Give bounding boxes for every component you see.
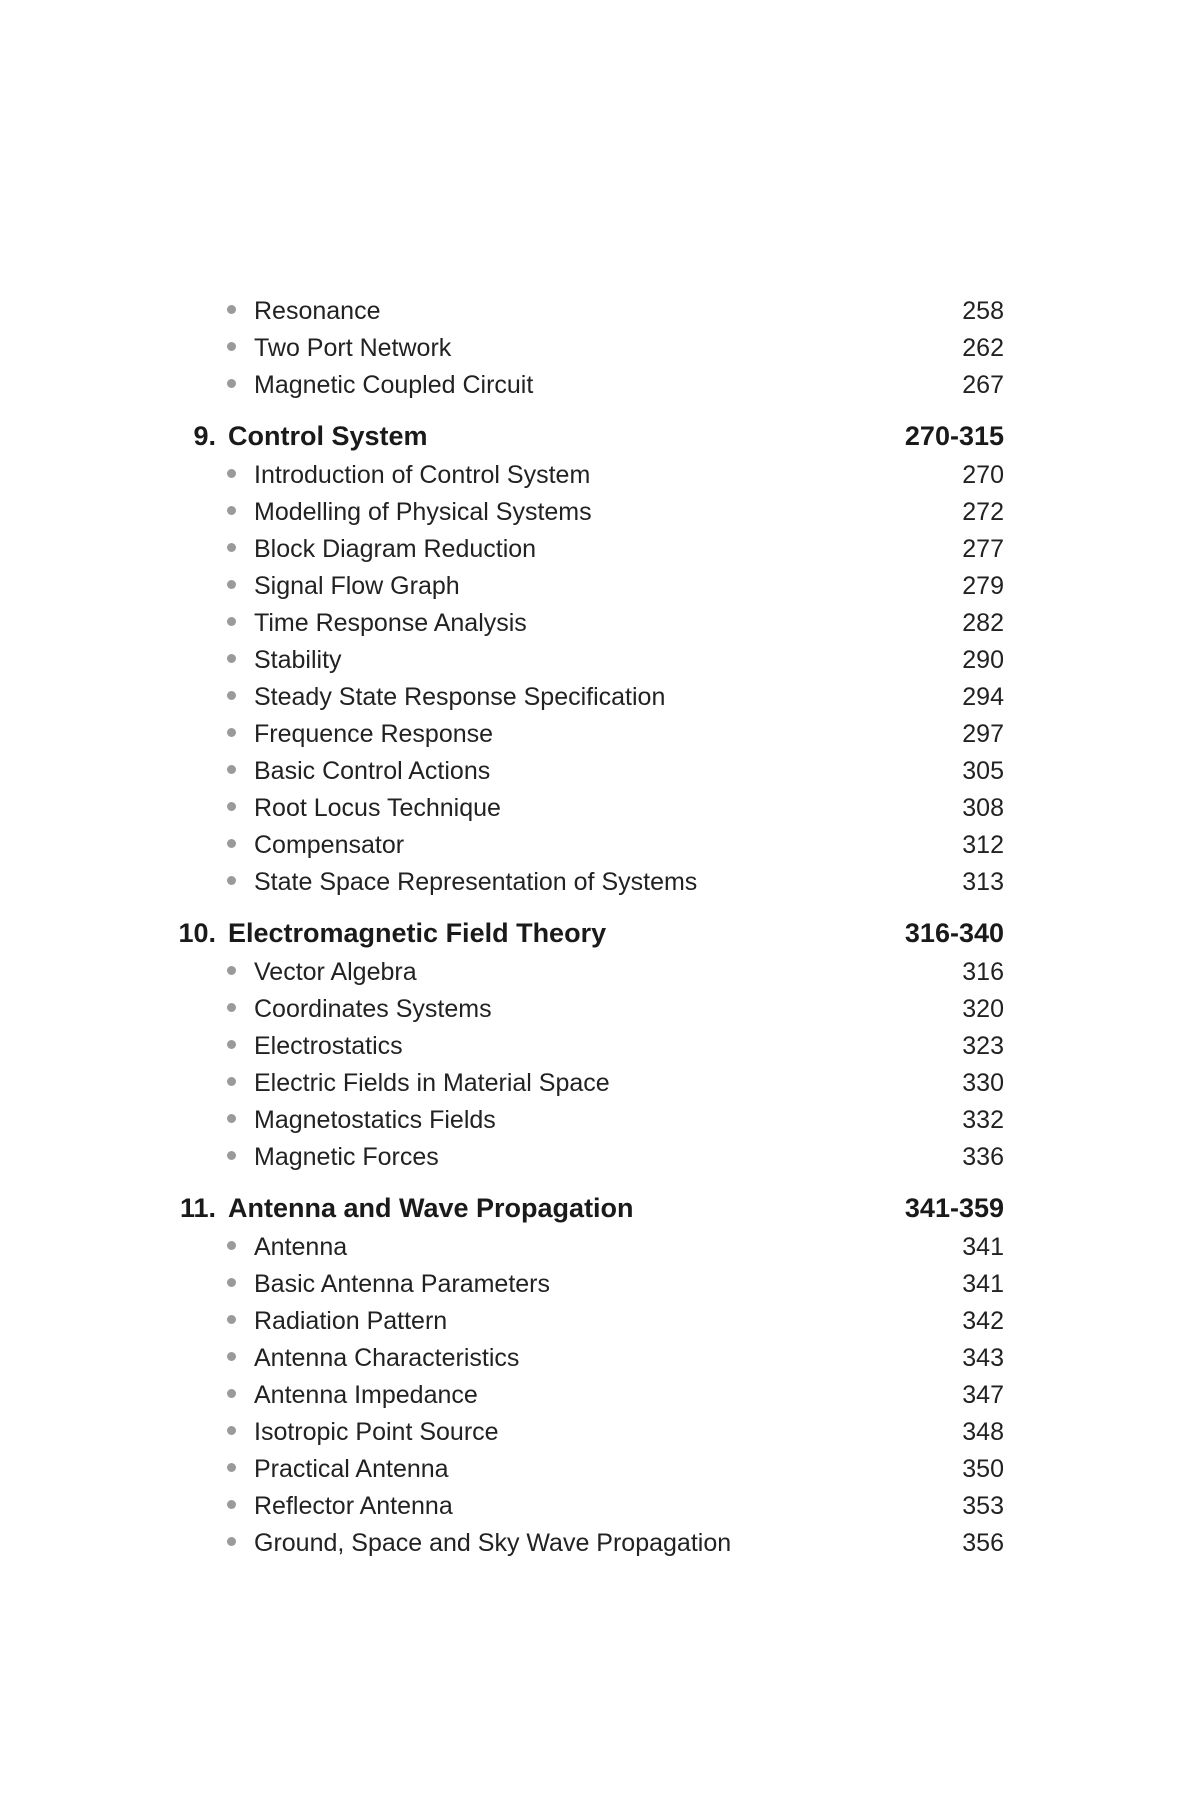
entry-title: Magnetostatics Fields [254,1106,496,1134]
chapter-title: Antenna and Wave Propagation [228,1193,634,1223]
bullet-icon [227,728,236,737]
bullet-icon [227,543,236,552]
entry-page-number: 305 [962,757,1004,785]
entry-page-number: 323 [962,1032,1004,1060]
entry-title: Root Locus Technique [254,794,501,822]
entry-page-number: 356 [962,1529,1004,1557]
bullet-icon [227,1426,236,1435]
entry-title: Time Response Analysis [254,609,527,637]
entry-page-number: 313 [962,868,1004,896]
bullet-icon [227,765,236,774]
bullet-icon [227,654,236,663]
chapter-number: 10. [178,918,216,948]
bullet-icon [227,1352,236,1361]
entry-page-number: 267 [962,371,1004,399]
entry-title: Stability [254,646,342,674]
entry-title: Two Port Network [254,334,452,362]
entry-title: Vector Algebra [254,958,417,986]
toc-entry [0,1027,1200,1064]
entry-title: State Space Representation of Systems [254,868,698,896]
entry-page-number: 270 [962,461,1004,489]
bullet-icon [227,342,236,351]
bullet-icon [227,876,236,885]
entry-page-number: 258 [962,297,1004,325]
toc-entry [0,789,1200,826]
toc-entry [0,1265,1200,1302]
bullet-icon [227,1315,236,1324]
entry-page-number: 350 [962,1455,1004,1483]
toc-entry [0,292,1200,329]
toc-entry [0,329,1200,366]
bullet-icon [227,506,236,515]
entry-title: Ground, Space and Sky Wave Propagation [254,1529,732,1557]
bullet-icon [227,1278,236,1287]
bullet-icon [227,802,236,811]
bullet-icon [227,580,236,589]
toc-entry [0,953,1200,990]
entry-title: Compensator [254,831,405,859]
entry-title: Signal Flow Graph [254,572,460,600]
bullet-icon [227,1040,236,1049]
bullet-icon [227,305,236,314]
bullet-icon [227,1389,236,1398]
entry-page-number: 348 [962,1418,1004,1446]
entry-title: Antenna [254,1233,348,1261]
chapter-number: 9. [193,421,216,451]
entry-title: Basic Antenna Parameters [254,1270,550,1298]
toc-entry [0,678,1200,715]
toc-entry [0,1450,1200,1487]
chapter-number: 11. [179,1193,216,1223]
toc-entry [0,1339,1200,1376]
chapter-page-range: 270-315 [904,421,1004,451]
chapter-title: Electromagnetic Field Theory [228,918,607,948]
chapter-page-range: 316-340 [904,918,1004,948]
entry-page-number: 277 [962,535,1004,563]
bullet-icon [227,1077,236,1086]
entry-page-number: 330 [962,1069,1004,1097]
toc-entry [0,1228,1200,1265]
entry-title: Resonance [254,297,381,325]
entry-page-number: 341 [962,1233,1004,1261]
bullet-icon [227,691,236,700]
entry-title: Introduction of Control System [254,461,591,489]
chapter-heading [0,418,1200,455]
bullet-icon [227,1500,236,1509]
bullet-icon [227,617,236,626]
toc-entry [0,1101,1200,1138]
bullet-icon [227,1114,236,1123]
toc-entry [0,863,1200,900]
entry-page-number: 294 [962,683,1004,711]
chapter-heading [0,915,1200,952]
entry-title: Electrostatics [254,1032,403,1060]
toc-entry [0,1524,1200,1561]
entry-title: Reflector Antenna [254,1492,453,1520]
toc-entry [0,826,1200,863]
toc-entry [0,366,1200,403]
toc-entry [0,752,1200,789]
toc-entry [0,1302,1200,1339]
entry-title: Isotropic Point Source [254,1418,499,1446]
entry-title: Practical Antenna [254,1455,449,1483]
entry-page-number: 353 [962,1492,1004,1520]
entry-page-number: 342 [962,1307,1004,1335]
entry-title: Steady State Response Specification [254,683,666,711]
entry-page-number: 297 [962,720,1004,748]
bullet-icon [227,1463,236,1472]
entry-page-number: 312 [962,831,1004,859]
bullet-icon [227,469,236,478]
entry-title: Radiation Pattern [254,1307,448,1335]
toc-entry [0,567,1200,604]
toc-entry [0,1487,1200,1524]
bullet-icon [227,379,236,388]
entry-page-number: 262 [962,334,1004,362]
entry-title: Magnetic Forces [254,1143,439,1171]
entry-title: Block Diagram Reduction [254,535,537,563]
chapter-heading [0,1190,1200,1227]
toc-entry [0,641,1200,678]
toc-entry [0,493,1200,530]
entry-title: Basic Control Actions [254,757,491,785]
entry-page-number: 282 [962,609,1004,637]
entry-page-number: 343 [962,1344,1004,1372]
bullet-icon [227,1537,236,1546]
bullet-icon [227,1151,236,1160]
toc-entry [0,715,1200,752]
toc-entry [0,456,1200,493]
toc-entry [0,604,1200,641]
entry-page-number: 272 [962,498,1004,526]
toc-entry [0,530,1200,567]
entry-title: Antenna Impedance [254,1381,478,1409]
entry-page-number: 336 [962,1143,1004,1171]
entry-title: Modelling of Physical Systems [254,498,592,526]
entry-title: Antenna Characteristics [254,1344,520,1372]
entry-page-number: 279 [962,572,1004,600]
toc-entry [0,990,1200,1027]
bullet-icon [227,1003,236,1012]
entry-title: Magnetic Coupled Circuit [254,371,534,399]
chapter-title: Control System [228,421,428,451]
entry-page-number: 316 [962,958,1004,986]
bullet-icon [227,839,236,848]
bullet-icon [227,1241,236,1250]
entry-page-number: 308 [962,794,1004,822]
entry-title: Frequence Response [254,720,494,748]
entry-page-number: 290 [962,646,1004,674]
entry-page-number: 347 [962,1381,1004,1409]
toc-entry [0,1376,1200,1413]
entry-page-number: 341 [962,1270,1004,1298]
bullet-icon [227,966,236,975]
chapter-page-range: 341-359 [904,1193,1004,1223]
toc-entry [0,1064,1200,1101]
entry-page-number: 320 [962,995,1004,1023]
entry-title: Electric Fields in Material Space [254,1069,610,1097]
entry-page-number: 332 [962,1106,1004,1134]
toc-entry [0,1138,1200,1175]
toc-entry [0,1413,1200,1450]
entry-title: Coordinates Systems [254,995,492,1023]
